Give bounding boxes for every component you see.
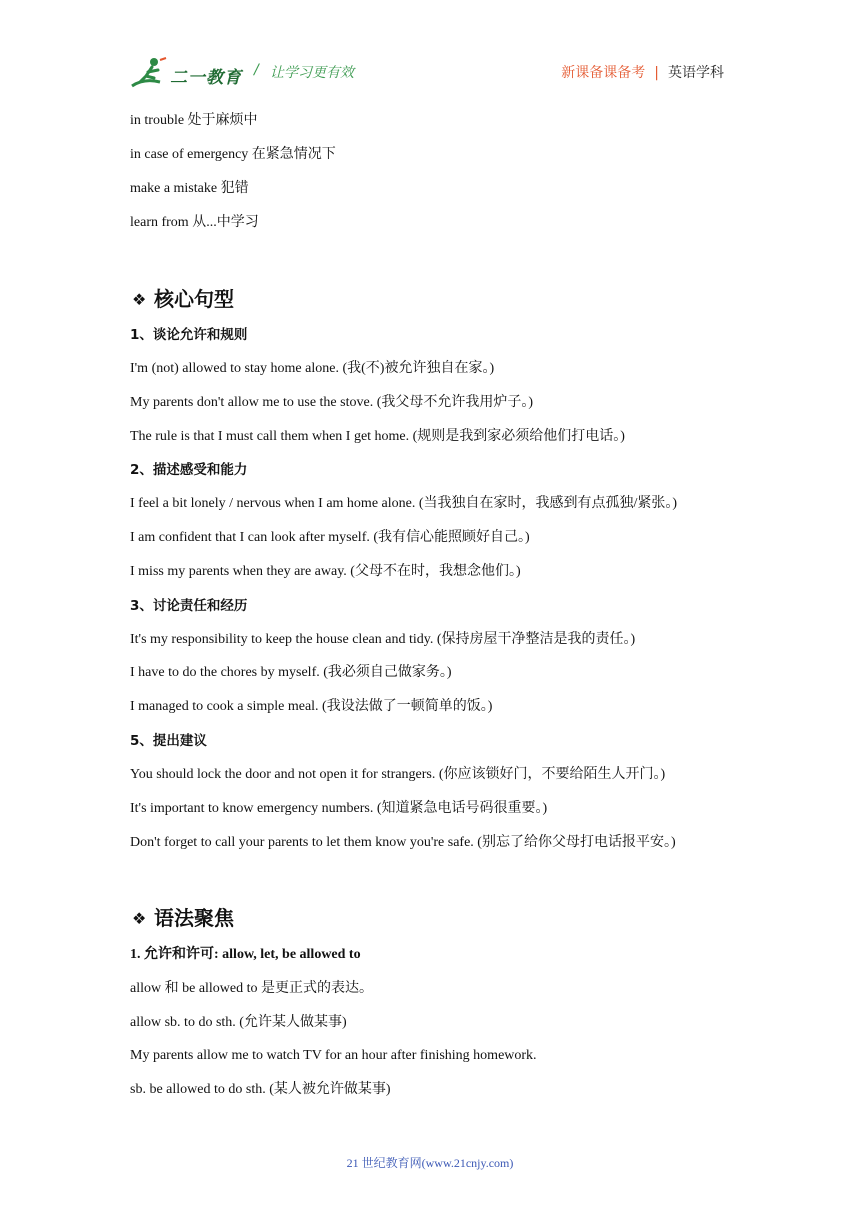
header-separator: | bbox=[654, 65, 659, 81]
sentence-line: I'm (not) allowed to stay home alone. (我(不)被允许独自在家。) bbox=[130, 361, 495, 376]
grammar-line: allow sb. to do sth. (允许某人做某事) bbox=[130, 1015, 347, 1030]
runner-logo-icon bbox=[130, 56, 170, 90]
page-header bbox=[0, 0, 860, 100]
grammar-line: My parents allow me to watch TV for an hour after finishing homework. bbox=[130, 1048, 537, 1063]
sentence-line: You should lock the door and not open it for strangers. (你应该锁好门，不要给陌生人开门。) bbox=[130, 767, 666, 782]
phrase-item: learn from 从...中学习 bbox=[130, 215, 259, 230]
brand-logo bbox=[130, 56, 250, 90]
sentence-line: The rule is that I must call them when I get home. (规则是我到家必须给他们打电话。) bbox=[130, 429, 625, 444]
subsection-heading: 2、描述感受和能力 bbox=[130, 462, 248, 478]
section-title-core bbox=[132, 283, 234, 312]
section-title-grammar bbox=[132, 902, 234, 931]
header-tag: 新课备课备考 bbox=[561, 65, 646, 81]
subsection-heading: 5、提出建议 bbox=[130, 733, 207, 749]
header-right bbox=[561, 62, 724, 82]
diamond-bullet-icon: ❖ bbox=[132, 909, 147, 928]
sentence-line: I have to do the chores by myself. (我必须自己做家务。) bbox=[130, 665, 452, 680]
subsection-heading: 1. 允许和许可: allow, let, be allowed to bbox=[130, 947, 361, 962]
slogan: 让学习更有效 bbox=[270, 65, 354, 81]
sentence-line: Don't forget to call your parents to let them know you're safe. (别忘了给你父母打电话报平安。) bbox=[130, 835, 676, 850]
sentence-line: I miss my parents when they are away. (父母不在时，我想念他们。) bbox=[130, 564, 521, 579]
phrase-item: in trouble 处于麻烦中 bbox=[130, 113, 258, 128]
sentence-line: It's my responsibility to keep the house clean and tidy. (保持房屋干净整洁是我的责任。) bbox=[130, 632, 636, 647]
grammar-line: allow 和 be allowed to 是更正式的表达。 bbox=[130, 981, 374, 996]
sentence-line: It's important to know emergency numbers. (知道紧急电话号码很重要。) bbox=[130, 801, 548, 816]
logo-text: 二一教育 bbox=[170, 68, 242, 88]
sentence-line: I feel a bit lonely / nervous when I am home alone. (当我独自在家时，我感到有点孤独/紧张。) bbox=[130, 496, 678, 511]
section-title-text: 核心句型 bbox=[154, 287, 234, 311]
sentence-line: I am confident that I can look after myself. (我有信心能照顾好自己。) bbox=[130, 530, 530, 545]
phrase-item: in case of emergency 在紧急情况下 bbox=[130, 147, 336, 162]
sentence-line: My parents don't allow me to use the stove. (我父母不允许我用炉子。) bbox=[130, 395, 534, 410]
slogan-separator: / bbox=[254, 62, 259, 78]
diamond-bullet-icon: ❖ bbox=[132, 290, 147, 309]
sentence-line: I managed to cook a simple meal. (我设法做了一顿简单的饭。) bbox=[130, 699, 493, 714]
grammar-line: sb. be allowed to do sth. (某人被允许做某事) bbox=[130, 1082, 391, 1097]
subsection-heading: 3、讨论责任和经历 bbox=[130, 598, 248, 614]
phrase-item: make a mistake 犯错 bbox=[130, 181, 249, 196]
subsection-heading: 1、谈论允许和规则 bbox=[130, 327, 248, 343]
header-subject: 英语学科 bbox=[668, 65, 724, 81]
page-footer: 21 世纪教育网(www.21cnjy.com) bbox=[346, 1156, 514, 1170]
section-title-text: 语法聚焦 bbox=[154, 906, 234, 930]
